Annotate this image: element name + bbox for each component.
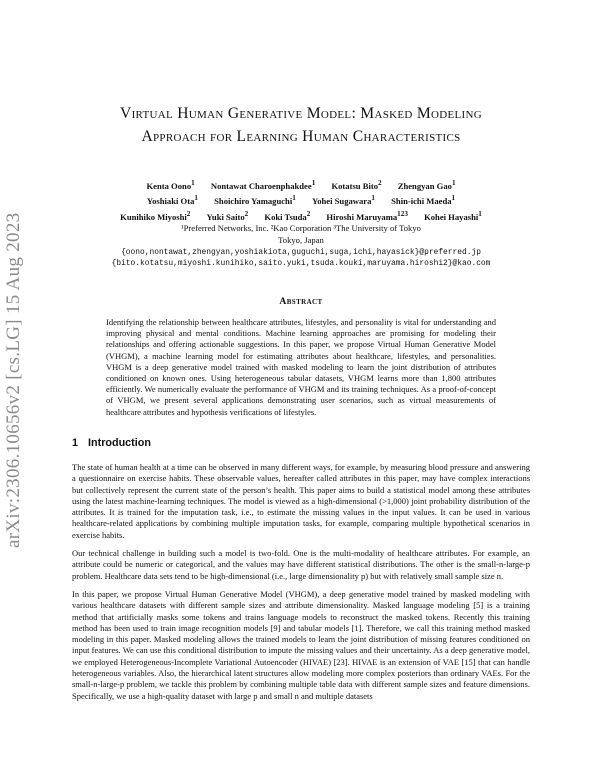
body-text: [72, 462, 530, 709]
affiliation-location: Tokyo, Japan: [278, 234, 324, 245]
author: Kohei Hayashi$^1$: [424, 209, 482, 222]
arxiv-identifier: arXiv:2306.10656v2 [cs.LG] 15 Aug 2023: [3, 212, 24, 548]
author-row-3: [72, 208, 530, 223]
email-line-1: {oono,nontawat,zhengyan,yoshiakiota,guguchi,suga,ichi,hayasick}@preferred.jp: [121, 247, 481, 257]
title-line-2: Approach for Learning Human Characteristics: [141, 128, 461, 146]
title-line-1: Virtual Human Generative Model: Masked Modeling: [120, 105, 482, 123]
paragraph: Our technical challenge in building such a model is two-fold. One is the multi-modality of healthcare attributes. For example, an attribute could be numeric or categorical, and the values may have different statistical distributions. The other is the small-n-large-p problem. Healthcare data sets tend to be high-dimensional (i.e., large dimensionality p) but with relatively small sample size n.: [72, 548, 530, 581]
author: Shin-ichi Maeda$^1$: [391, 194, 456, 207]
author: Nontawat Charoenphakdee$^1$: [210, 179, 316, 191]
section-title: Introduction: [88, 437, 151, 449]
affiliations: [72, 223, 530, 270]
paragraph: The state of human health at a time can be observed in many different ways, for example, by measuring blood pressure and answering a questionnaire on exercise habits. These observable values, hereafter called attributes in this paper, may have complex interactions but collectively represent the current state of the person’s health. This paper aims to build a statistical model among these attributes using the latest machine-learning techniques. The model is viewed as a high-dimensional (>1,000) joint probability distribution of the attributes. It is trained for the imputation task, i.e., to estimate the missing values in the input values. It can be used in various healthcare-related applications by combining multiple imputation tasks, for example, comparing multiple hypothetical scenarios in exercise habits.: [72, 462, 530, 540]
affiliation-line: ¹Preferred Networks, Inc. ²Kao Corporation ³The University of Tokyo: [181, 223, 421, 233]
abstract-text: Identifying the relationship between healthcare attributes, lifestyles, and personality is vital for understanding and improving physical and mental conditions. Machine learning approaches are promising for modeling their relationships and offering actionable suggestions. In this paper, we propose Virtual Human Generative Model (VHGM), a machine learning model for estimating attributes about healthcare, lifestyles, and personalities. VHGM is a deep generative model trained with masked modeling to learn the joint distribution of attributes conditioned on known ones. Using heterogeneous tabular datasets, VHGM learns more than 1,800 attributes efficiently. We numerically evaluate the performance of VHGM and its training techniques. As a proof-of-concept of VHGM, we present several applications demonstrating user scenarios, such as virtual measurements of healthcare attributes and hypothesis verifications of lifestyles.: [106, 317, 496, 417]
section-number: 1: [72, 437, 79, 449]
author: Koki Tsuda$^2$: [264, 209, 311, 222]
author: Kotatsu Bito$^2$: [331, 179, 382, 191]
author-list: [72, 177, 530, 223]
author: Shoichiro Yamaguchi$^1$: [214, 194, 296, 207]
paragraph: In this paper, we propose Virtual Human Generative Model (VHGM), a deep generative model trained by masked modeling with various healthcare datasets with different sample sizes and attribute dimensionality. Masked language modeling [5] is a training method that artificially masks some tokens and trains language models to reconstruct the masked tokens. Recently this training method has been used to train image recognition models [9] and tabular models [1]. Therefore, we call this training method masked modeling in this paper. Masked modeling allows the trained models to learn the joint distribution of missing features conditioned on input features. We can use this conditional distribution to impute the missing values and their uncertainty. As a deep generative model, we employed Heterogeneous-Incomplete Variational Autoencoder (HIVAE) [23]. HIVAE is an extension of VAE [15] that can handle heterogeneous variables. Also, the hierarchical latent structures allow modeling more complex posteriors than ordinary VAEs. For the small-n-large-p problem, we tackle this problem by combining multiple table data with different sample sizes and feature dimensions. Specifically, we use a high-quality dataset with large p and small n and multiple datasets: [72, 588, 530, 701]
paper-title: [72, 102, 530, 148]
section-heading: [72, 437, 530, 449]
author: Yohei Sugawara$^1$: [311, 194, 375, 207]
abstract-heading: Abstract: [279, 296, 323, 307]
author: Zhengyan Gao$^1$: [397, 179, 456, 191]
author-row-2: [72, 192, 530, 207]
author: Yoshiaki Ota$^1$: [146, 194, 198, 207]
author: Kenta Oono$^1$: [146, 179, 195, 191]
author-row-1: [72, 177, 530, 192]
author: Hiroshi Maruyama$^{123}$: [326, 209, 408, 222]
author: Yuki Saito$^2$: [206, 209, 249, 222]
author: Kunihiko Miyoshi$^2$: [120, 209, 191, 222]
email-line-2: {bito.kotatsu,miyoshi.kunihiko,saito.yuki,tsuda.kouki,maruyama.hiroshi2}@kao.com: [111, 259, 491, 269]
